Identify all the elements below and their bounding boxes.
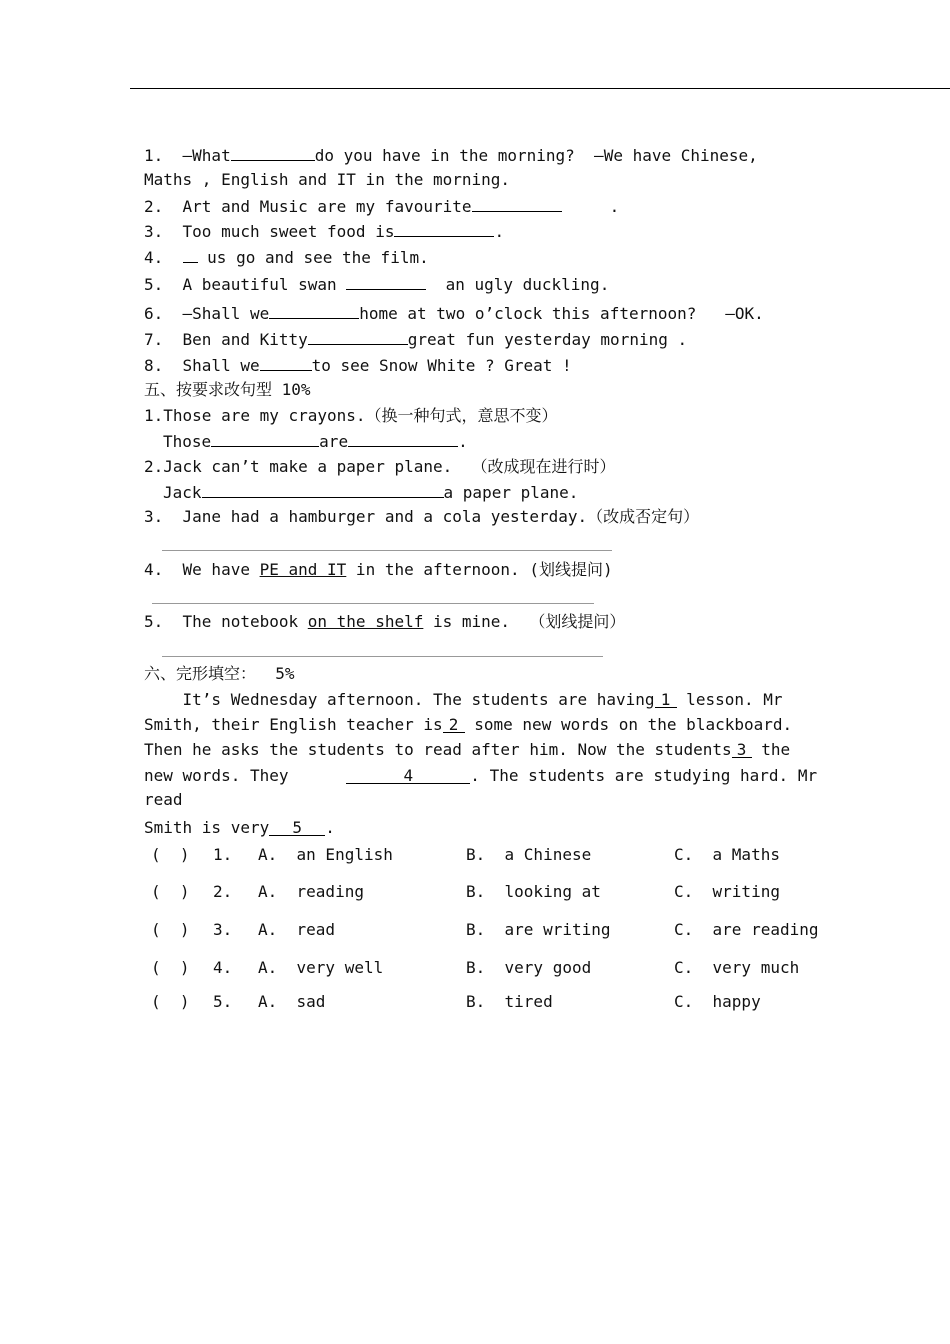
answer-paren[interactable]: ( ) <box>151 845 190 864</box>
option-c: C. very much <box>674 958 800 977</box>
option-b: B. looking at <box>466 882 601 901</box>
answer-paren[interactable]: ( ) <box>151 920 190 939</box>
answer-paren[interactable]: ( ) <box>151 992 190 1011</box>
answer-line-5[interactable] <box>162 656 603 657</box>
option-number: 2. <box>213 882 233 901</box>
option-number: 1. <box>213 845 233 864</box>
cloze-blank-2[interactable]: 2 <box>443 717 465 733</box>
answer-blank[interactable] <box>348 431 458 447</box>
question-8: 8. Shall we to see Snow White ? Great ! <box>144 356 572 375</box>
passage-line-4: new words. They 4 . The students are studying hard. Mr <box>144 766 818 785</box>
answer-line-3[interactable] <box>162 550 612 551</box>
option-b: B. a Chinese <box>466 845 592 864</box>
option-number: 4. <box>213 958 233 977</box>
answer-blank[interactable] <box>346 274 426 290</box>
question-7: 7. Ben and Kitty great fun yesterday morning . <box>144 330 688 349</box>
passage-line-2: Smith, their English teacher is 2 some new words on the blackboard. <box>144 715 793 734</box>
rewrite-answer-2: Jack a paper plane. <box>163 483 579 502</box>
answer-paren[interactable]: ( ) <box>151 882 190 901</box>
answer-blank[interactable] <box>183 247 198 263</box>
answer-blank[interactable] <box>202 482 444 498</box>
passage-line-5: read <box>144 790 183 809</box>
question-4: 4. us go and see the film. <box>144 248 429 267</box>
answer-blank[interactable] <box>308 329 408 345</box>
rewrite-question-3: 3. Jane had a hamburger and a cola yesterday.（改成否定句） <box>144 507 700 526</box>
option-c: C. a Maths <box>674 845 780 864</box>
header-rule <box>130 88 950 89</box>
answer-blank[interactable] <box>231 145 315 161</box>
answer-blank[interactable] <box>269 303 359 319</box>
rewrite-question-2: 2.Jack can’t make a paper plane. （改成现在进行时） <box>144 457 616 476</box>
rewrite-answer-1: Those are . <box>163 432 468 451</box>
answer-blank[interactable] <box>394 221 494 237</box>
option-c: C. happy <box>674 992 761 1011</box>
passage-line-3: Then he asks the students to read after him. Now the students 3 the <box>144 740 791 759</box>
option-a: A. sad <box>258 992 326 1011</box>
option-a: A. read <box>258 920 336 939</box>
question-1: 1. —What do you have in the morning? —We have Chinese, <box>144 146 758 165</box>
question-6: 6. —Shall we home at two o’clock this afternoon? —OK. <box>144 304 764 323</box>
option-a: A. very well <box>258 958 384 977</box>
section-5-title: 五、按要求改句型 10% <box>144 380 311 399</box>
question-2: 2. Art and Music are my favourite . <box>144 197 620 216</box>
question-1-cont: Maths , English and IT in the morning. <box>144 170 511 189</box>
rewrite-question-1: 1.Those are my crayons.（换一种句式，意思不变） <box>144 406 558 425</box>
rewrite-question-4: 4. We have PE and IT in the afternoon. (划线提问) <box>144 560 613 579</box>
option-a: A. an English <box>258 845 393 864</box>
question-5: 5. A beautiful swan an ugly duckling. <box>144 275 610 294</box>
answer-paren[interactable]: ( ) <box>151 958 190 977</box>
answer-blank[interactable] <box>472 196 562 212</box>
question-3: 3. Too much sweet food is . <box>144 222 505 241</box>
option-c: C. writing <box>674 882 780 901</box>
answer-blank[interactable] <box>211 431 319 447</box>
rewrite-question-5: 5. The notebook on the shelf is mine. （划线提问） <box>144 612 626 631</box>
passage-line-1: It’s Wednesday afternoon. The students are having 1 lesson. Mr <box>144 690 783 709</box>
passage-line-6: Smith is very 5 . <box>144 818 335 837</box>
answer-line-4[interactable] <box>152 603 594 604</box>
answer-blank[interactable] <box>260 355 312 371</box>
option-number: 3. <box>213 920 233 939</box>
option-number: 5. <box>213 992 233 1011</box>
option-c: C. are reading <box>674 920 819 939</box>
cloze-blank-1[interactable]: 1 <box>655 692 677 708</box>
section-6-title: 六、完形填空： 5% <box>144 664 295 683</box>
option-b: B. very good <box>466 958 592 977</box>
cloze-blank-3[interactable]: 3 <box>732 742 752 758</box>
cloze-blank-5[interactable]: 5 <box>269 820 325 836</box>
cloze-blank-4[interactable]: 4 <box>346 768 470 784</box>
option-b: B. are writing <box>466 920 611 939</box>
option-b: B. tired <box>466 992 553 1011</box>
option-a: A. reading <box>258 882 364 901</box>
